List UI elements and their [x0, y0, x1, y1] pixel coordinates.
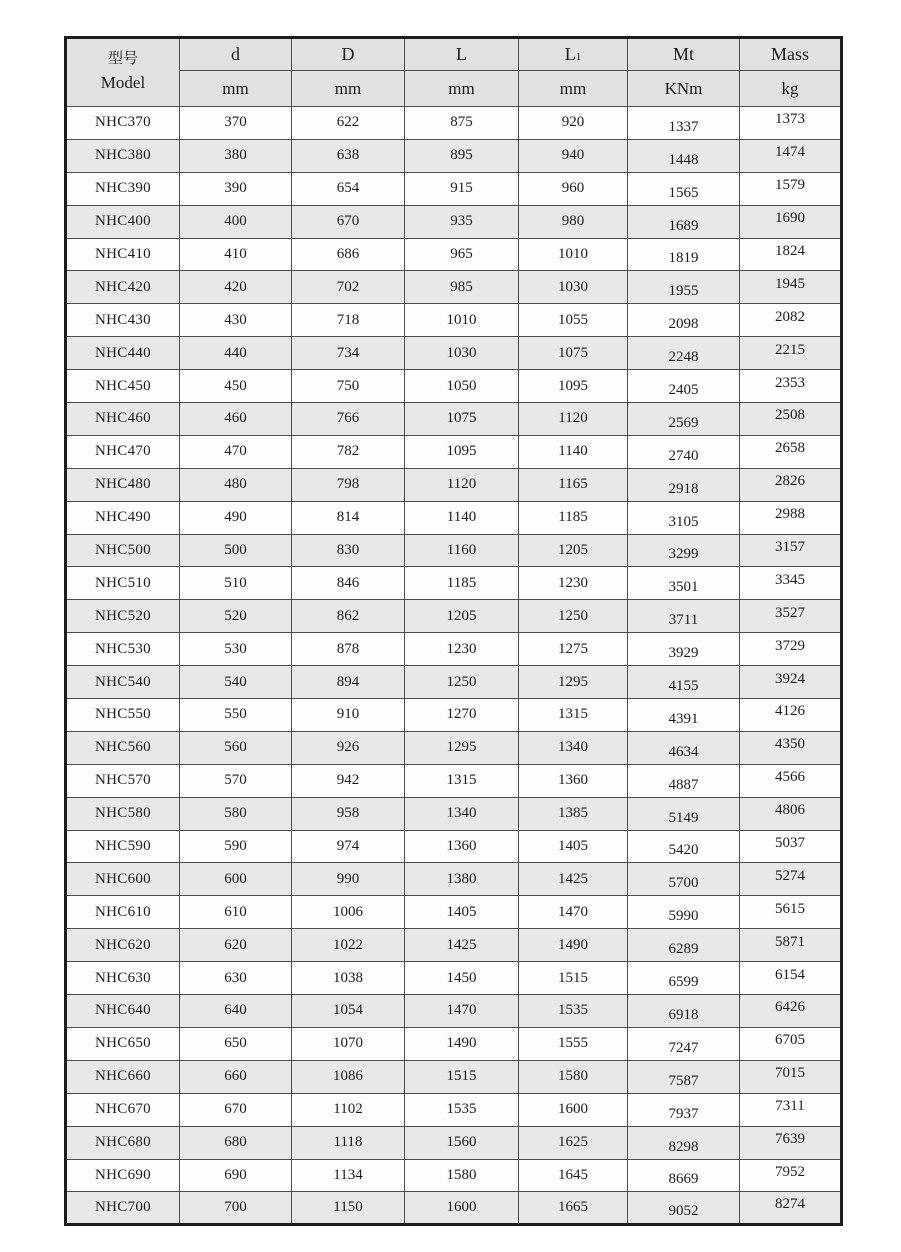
table-body: [66, 107, 842, 1225]
cell-value: 6918: [628, 995, 740, 1028]
table-row: [66, 929, 842, 962]
cell-value: 654: [292, 172, 405, 205]
table-row: [66, 271, 842, 304]
cell-value: 410: [180, 238, 292, 271]
cell-model: NHC370: [66, 107, 180, 140]
cell-value: 4155: [628, 666, 740, 699]
table-row: [66, 468, 842, 501]
cell-value: 782: [292, 435, 405, 468]
cell-model: NHC460: [66, 403, 180, 436]
cell-value: 7247: [628, 1027, 740, 1060]
cell-value: 686: [292, 238, 405, 271]
table-row: [66, 1192, 842, 1225]
cell-value: 660: [180, 1060, 292, 1093]
cell-model: NHC700: [66, 1192, 180, 1225]
cell-value: 3501: [628, 567, 740, 600]
cell-value: 1689: [628, 205, 740, 238]
cell-value: 846: [292, 567, 405, 600]
cell-value: 1555: [519, 1027, 628, 1060]
cell-value: 640: [180, 995, 292, 1028]
cell-value: 3345: [740, 567, 842, 600]
table-row: [66, 896, 842, 929]
cell-value: 530: [180, 633, 292, 666]
cell-value: 680: [180, 1126, 292, 1159]
cell-value: 1070: [292, 1027, 405, 1060]
cell-value: 590: [180, 830, 292, 863]
cell-value: 550: [180, 699, 292, 732]
cell-value: 650: [180, 1027, 292, 1060]
cell-value: 1515: [519, 962, 628, 995]
cell-value: 4806: [740, 797, 842, 830]
cell-value: 1535: [519, 995, 628, 1028]
table-row: [66, 699, 842, 732]
cell-model: NHC490: [66, 501, 180, 534]
cell-value: 4634: [628, 731, 740, 764]
cell-value: 1185: [519, 501, 628, 534]
cell-value: 974: [292, 830, 405, 863]
cell-value: 1095: [519, 370, 628, 403]
cell-value: 1055: [519, 304, 628, 337]
cell-model: NHC500: [66, 534, 180, 567]
cell-model: NHC600: [66, 863, 180, 896]
spec-table: [64, 36, 843, 1226]
cell-model: NHC570: [66, 764, 180, 797]
cell-value: 6426: [740, 995, 842, 1028]
cell-model: NHC590: [66, 830, 180, 863]
cell-value: 1955: [628, 271, 740, 304]
cell-value: 926: [292, 731, 405, 764]
table-row: [66, 337, 842, 370]
cell-value: 8298: [628, 1126, 740, 1159]
cell-value: 5420: [628, 830, 740, 863]
unit-Mt: KNm: [628, 71, 740, 107]
cell-value: 1824: [740, 238, 842, 271]
cell-value: 490: [180, 501, 292, 534]
cell-model: NHC620: [66, 929, 180, 962]
table-row: [66, 304, 842, 337]
cell-value: 4887: [628, 764, 740, 797]
cell-value: 942: [292, 764, 405, 797]
header-col-Mt-label: Mt: [672, 44, 694, 64]
header-col-D-label: D: [341, 44, 355, 64]
cell-value: 1315: [405, 764, 519, 797]
cell-model: NHC560: [66, 731, 180, 764]
cell-value: 2405: [628, 370, 740, 403]
cell-value: 7937: [628, 1093, 740, 1126]
cell-model: NHC380: [66, 139, 180, 172]
cell-value: 1030: [519, 271, 628, 304]
cell-value: 1373: [740, 107, 842, 140]
cell-value: 1230: [519, 567, 628, 600]
cell-model: NHC510: [66, 567, 180, 600]
cell-model: NHC520: [66, 600, 180, 633]
cell-value: 670: [180, 1093, 292, 1126]
cell-value: 935: [405, 205, 519, 238]
cell-value: 1405: [405, 896, 519, 929]
cell-value: 990: [292, 863, 405, 896]
cell-value: 1120: [519, 403, 628, 436]
cell-value: 6705: [740, 1027, 842, 1060]
cell-value: 1425: [519, 863, 628, 896]
cell-value: 830: [292, 534, 405, 567]
cell-model: NHC630: [66, 962, 180, 995]
cell-value: 400: [180, 205, 292, 238]
cell-value: 960: [519, 172, 628, 205]
cell-value: 1160: [405, 534, 519, 567]
cell-value: 1470: [405, 995, 519, 1028]
cell-value: 610: [180, 896, 292, 929]
cell-value: 1150: [292, 1192, 405, 1225]
cell-value: 8669: [628, 1159, 740, 1192]
header-col-L1-sub: 1: [575, 51, 582, 63]
cell-value: 480: [180, 468, 292, 501]
unit-D: mm: [292, 71, 405, 107]
cell-value: 1690: [740, 205, 842, 238]
cell-value: 1275: [519, 633, 628, 666]
cell-model: NHC410: [66, 238, 180, 271]
cell-value: 5871: [740, 929, 842, 962]
cell-value: 1185: [405, 567, 519, 600]
header-col-L1-label: L: [564, 44, 576, 64]
cell-value: 6599: [628, 962, 740, 995]
table-row: [66, 797, 842, 830]
table-row: [66, 633, 842, 666]
cell-value: 540: [180, 666, 292, 699]
cell-value: 6289: [628, 929, 740, 962]
cell-model: NHC530: [66, 633, 180, 666]
cell-value: 5990: [628, 896, 740, 929]
cell-value: 622: [292, 107, 405, 140]
cell-value: 1340: [519, 731, 628, 764]
cell-value: 1579: [740, 172, 842, 205]
cell-value: 1205: [519, 534, 628, 567]
cell-value: 2508: [740, 403, 842, 436]
cell-value: 570: [180, 764, 292, 797]
cell-value: 5700: [628, 863, 740, 896]
cell-value: 862: [292, 600, 405, 633]
table-row: [66, 764, 842, 797]
cell-value: 4566: [740, 764, 842, 797]
table-row: [66, 666, 842, 699]
cell-value: 1560: [405, 1126, 519, 1159]
cell-value: 1095: [405, 435, 519, 468]
cell-value: 1250: [405, 666, 519, 699]
cell-value: 7587: [628, 1060, 740, 1093]
cell-value: 440: [180, 337, 292, 370]
cell-value: 5037: [740, 830, 842, 863]
cell-value: 1645: [519, 1159, 628, 1192]
cell-model: NHC540: [66, 666, 180, 699]
cell-value: 1075: [519, 337, 628, 370]
cell-value: 580: [180, 797, 292, 830]
header-col-d-label: d: [231, 44, 240, 64]
cell-value: 1118: [292, 1126, 405, 1159]
cell-value: 1165: [519, 468, 628, 501]
cell-value: 1535: [405, 1093, 519, 1126]
cell-value: 766: [292, 403, 405, 436]
table-row: [66, 403, 842, 436]
table-row: [66, 534, 842, 567]
cell-value: 1230: [405, 633, 519, 666]
cell-value: 1580: [405, 1159, 519, 1192]
cell-value: 1250: [519, 600, 628, 633]
cell-model: NHC480: [66, 468, 180, 501]
cell-value: 1600: [519, 1093, 628, 1126]
cell-value: 1030: [405, 337, 519, 370]
cell-value: 510: [180, 567, 292, 600]
cell-value: 7015: [740, 1060, 842, 1093]
cell-value: 2569: [628, 403, 740, 436]
unit-d: mm: [180, 71, 292, 107]
cell-value: 470: [180, 435, 292, 468]
cell-model: NHC400: [66, 205, 180, 238]
cell-value: 875: [405, 107, 519, 140]
cell-value: 1600: [405, 1192, 519, 1225]
cell-value: 1405: [519, 830, 628, 863]
cell-value: 1665: [519, 1192, 628, 1225]
cell-value: 894: [292, 666, 405, 699]
header-col-d: [180, 38, 292, 71]
cell-model: NHC550: [66, 699, 180, 732]
cell-value: 1120: [405, 468, 519, 501]
cell-value: 620: [180, 929, 292, 962]
cell-value: 1385: [519, 797, 628, 830]
table-row: [66, 863, 842, 896]
cell-value: 1337: [628, 107, 740, 140]
cell-value: 1054: [292, 995, 405, 1028]
cell-value: 370: [180, 107, 292, 140]
cell-value: 915: [405, 172, 519, 205]
cell-value: 7311: [740, 1093, 842, 1126]
header-model-en: Model: [100, 73, 146, 93]
cell-value: 8274: [740, 1192, 842, 1225]
table-row: [66, 139, 842, 172]
cell-value: 1006: [292, 896, 405, 929]
cell-value: 3299: [628, 534, 740, 567]
cell-value: 7952: [740, 1159, 842, 1192]
cell-value: 958: [292, 797, 405, 830]
cell-value: 1010: [405, 304, 519, 337]
cell-value: 1315: [519, 699, 628, 732]
cell-value: 985: [405, 271, 519, 304]
cell-value: 980: [519, 205, 628, 238]
cell-value: 702: [292, 271, 405, 304]
cell-value: 1470: [519, 896, 628, 929]
cell-value: 1205: [405, 600, 519, 633]
cell-value: 638: [292, 139, 405, 172]
cell-value: 2918: [628, 468, 740, 501]
cell-model: NHC470: [66, 435, 180, 468]
cell-value: 1819: [628, 238, 740, 271]
cell-value: 2098: [628, 304, 740, 337]
table-row: [66, 830, 842, 863]
cell-value: 2082: [740, 304, 842, 337]
cell-value: 1360: [405, 830, 519, 863]
cell-value: 734: [292, 337, 405, 370]
cell-model: NHC390: [66, 172, 180, 205]
cell-value: 430: [180, 304, 292, 337]
cell-value: 3929: [628, 633, 740, 666]
table-row: [66, 731, 842, 764]
cell-value: 1625: [519, 1126, 628, 1159]
table-row: [66, 501, 842, 534]
cell-value: 1360: [519, 764, 628, 797]
cell-value: 3711: [628, 600, 740, 633]
cell-value: 460: [180, 403, 292, 436]
cell-value: 2353: [740, 370, 842, 403]
header-col-L1: [519, 38, 628, 71]
header-row-units: [66, 71, 842, 107]
cell-model: NHC680: [66, 1126, 180, 1159]
cell-value: 1565: [628, 172, 740, 205]
cell-model: NHC670: [66, 1093, 180, 1126]
cell-value: 700: [180, 1192, 292, 1225]
table-row: [66, 107, 842, 140]
cell-model: NHC440: [66, 337, 180, 370]
table-row: [66, 238, 842, 271]
cell-value: 1270: [405, 699, 519, 732]
cell-value: 1380: [405, 863, 519, 896]
cell-model: NHC580: [66, 797, 180, 830]
cell-value: 1010: [519, 238, 628, 271]
table-row: [66, 1027, 842, 1060]
cell-value: 1340: [405, 797, 519, 830]
cell-value: 3105: [628, 501, 740, 534]
header-row-labels: [66, 38, 842, 71]
cell-value: 2826: [740, 468, 842, 501]
cell-value: 3527: [740, 600, 842, 633]
table-row: [66, 1093, 842, 1126]
cell-value: 690: [180, 1159, 292, 1192]
table-row: [66, 435, 842, 468]
cell-value: 670: [292, 205, 405, 238]
cell-value: 2215: [740, 337, 842, 370]
unit-L: mm: [405, 71, 519, 107]
cell-value: 390: [180, 172, 292, 205]
cell-value: 1425: [405, 929, 519, 962]
cell-value: 380: [180, 139, 292, 172]
cell-value: 4391: [628, 699, 740, 732]
cell-value: 1295: [405, 731, 519, 764]
cell-value: 1448: [628, 139, 740, 172]
header-col-L: [405, 38, 519, 71]
cell-value: 5149: [628, 797, 740, 830]
cell-value: 4126: [740, 699, 842, 732]
cell-value: 940: [519, 139, 628, 172]
cell-value: 920: [519, 107, 628, 140]
cell-value: 1945: [740, 271, 842, 304]
cell-model: NHC450: [66, 370, 180, 403]
cell-value: 6154: [740, 962, 842, 995]
cell-value: 500: [180, 534, 292, 567]
cell-value: 1450: [405, 962, 519, 995]
cell-value: 3729: [740, 633, 842, 666]
cell-value: 450: [180, 370, 292, 403]
cell-value: 895: [405, 139, 519, 172]
cell-value: 910: [292, 699, 405, 732]
header-col-Mt: [628, 38, 740, 71]
unit-L1: mm: [519, 71, 628, 107]
cell-value: 1490: [519, 929, 628, 962]
cell-value: 1580: [519, 1060, 628, 1093]
cell-value: 2740: [628, 435, 740, 468]
cell-model: NHC640: [66, 995, 180, 1028]
cell-value: 1038: [292, 962, 405, 995]
cell-value: 7639: [740, 1126, 842, 1159]
cell-value: 630: [180, 962, 292, 995]
header-col-L-label: L: [456, 44, 467, 64]
table-row: [66, 567, 842, 600]
table-row: [66, 995, 842, 1028]
table-row: [66, 600, 842, 633]
header-col-Mass-label: Mass: [770, 44, 809, 64]
cell-value: 718: [292, 304, 405, 337]
cell-value: 9052: [628, 1192, 740, 1225]
cell-value: 814: [292, 501, 405, 534]
cell-value: 1140: [405, 501, 519, 534]
cell-value: 1086: [292, 1060, 405, 1093]
cell-value: 1515: [405, 1060, 519, 1093]
cell-value: 3157: [740, 534, 842, 567]
cell-model: NHC660: [66, 1060, 180, 1093]
table-row: [66, 1060, 842, 1093]
cell-value: 1102: [292, 1093, 405, 1126]
cell-value: 4350: [740, 731, 842, 764]
cell-value: 750: [292, 370, 405, 403]
unit-Mass: kg: [740, 71, 842, 107]
table-row: [66, 962, 842, 995]
cell-value: 5615: [740, 896, 842, 929]
cell-value: 1075: [405, 403, 519, 436]
cell-value: 2988: [740, 501, 842, 534]
cell-value: 600: [180, 863, 292, 896]
cell-value: 1022: [292, 929, 405, 962]
table-row: [66, 370, 842, 403]
cell-model: NHC690: [66, 1159, 180, 1192]
cell-value: 1140: [519, 435, 628, 468]
table-row: [66, 205, 842, 238]
header-col-D: [292, 38, 405, 71]
cell-value: 3924: [740, 666, 842, 699]
cell-model: NHC650: [66, 1027, 180, 1060]
cell-model: NHC430: [66, 304, 180, 337]
table-row: [66, 1159, 842, 1192]
cell-value: 1474: [740, 139, 842, 172]
header-col-Mass: [740, 38, 842, 71]
table-row: [66, 172, 842, 205]
cell-value: 2658: [740, 435, 842, 468]
cell-value: 1050: [405, 370, 519, 403]
cell-value: 5274: [740, 863, 842, 896]
cell-value: 560: [180, 731, 292, 764]
cell-value: 965: [405, 238, 519, 271]
cell-value: 798: [292, 468, 405, 501]
cell-model: NHC610: [66, 896, 180, 929]
cell-value: 420: [180, 271, 292, 304]
cell-value: 2248: [628, 337, 740, 370]
cell-value: 1134: [292, 1159, 405, 1192]
cell-model: NHC420: [66, 271, 180, 304]
cell-value: 1490: [405, 1027, 519, 1060]
cell-value: 520: [180, 600, 292, 633]
table-header: [66, 38, 842, 107]
header-model: [66, 38, 180, 107]
table-row: [66, 1126, 842, 1159]
cell-value: 878: [292, 633, 405, 666]
cell-value: 1295: [519, 666, 628, 699]
header-model-cn: 型号: [107, 51, 138, 68]
